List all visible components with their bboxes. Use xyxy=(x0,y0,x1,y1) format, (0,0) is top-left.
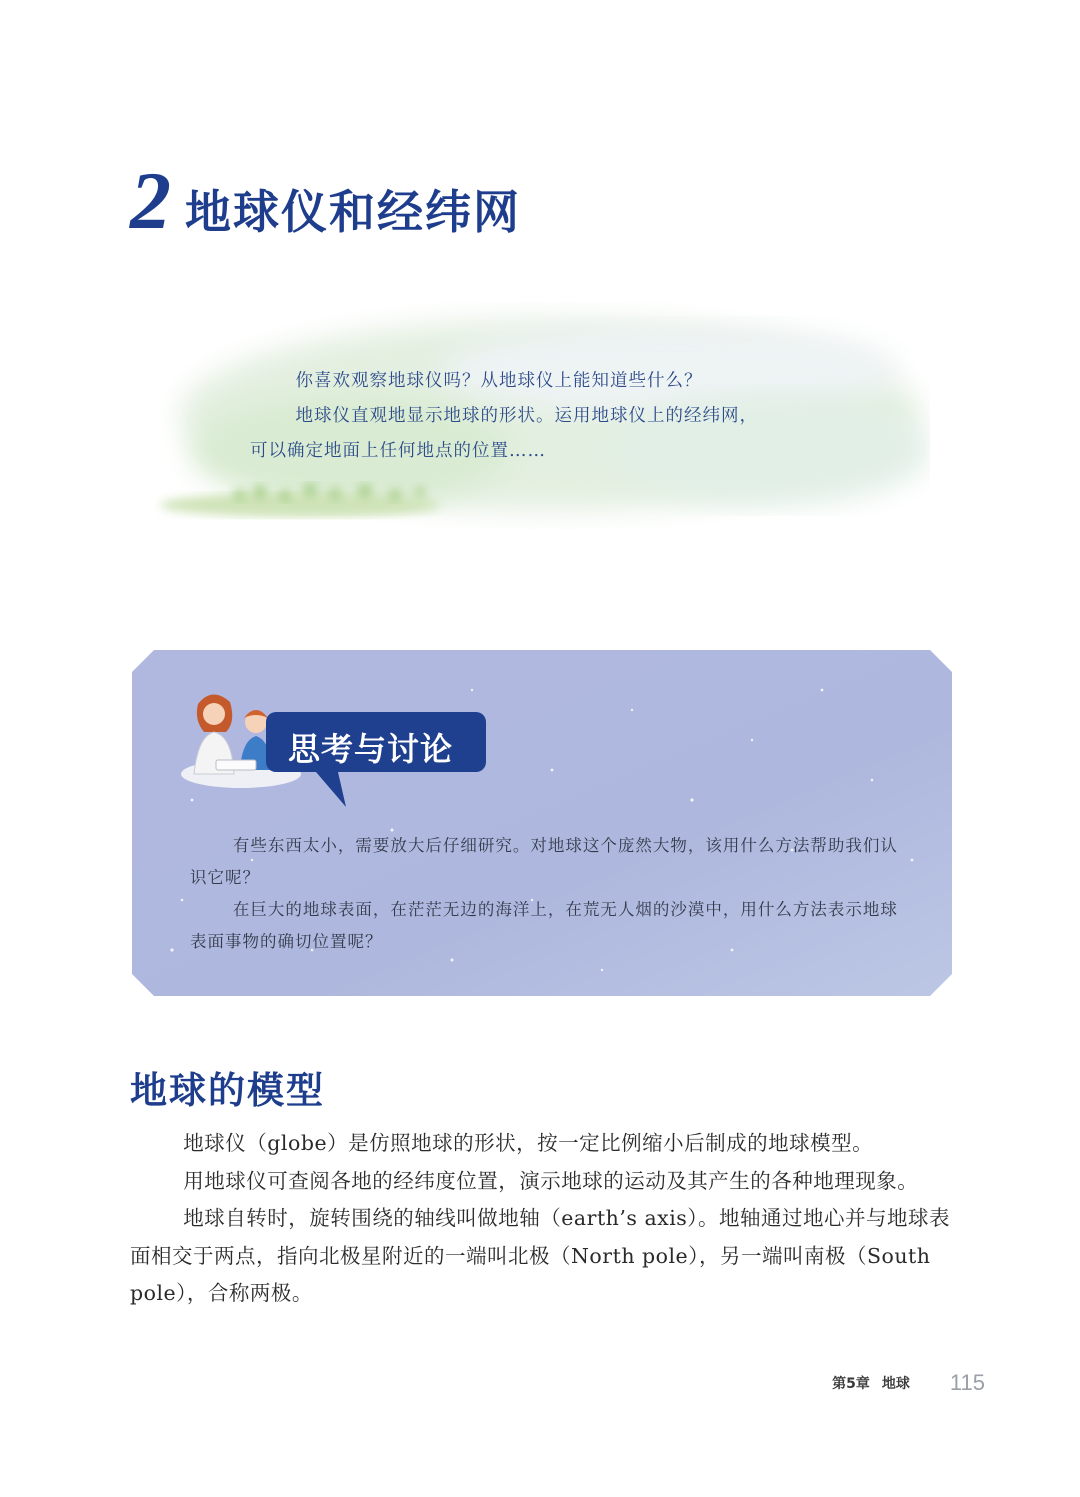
body-paragraph: 地球仪（globe）是仿照地球的形状，按一定比例缩小后制成的地球模型。 xyxy=(183,1131,874,1155)
intro-text xyxy=(250,364,890,469)
page-number: 115 xyxy=(949,1370,985,1395)
chapter-title xyxy=(130,155,521,246)
body-paragraph: 用地球仪可查阅各地的经纬度位置，演示地球的运动及其产生的各种地理现象。 xyxy=(183,1168,919,1193)
footer-chapter-title: 地球 xyxy=(881,1376,910,1392)
page-footer xyxy=(832,1370,985,1396)
section-body xyxy=(130,1125,955,1313)
intro-line: 地球仪直观地显示地球的形状。运用地球仪上的经纬网， xyxy=(295,406,758,426)
discussion-paragraph: 在巨大的地球表面，在茫茫无边的海洋上，在荒无人烟的沙漠中，用什么方法表示地球表面事物的确切位置呢？ xyxy=(190,900,898,951)
intro-line: 可以确定地面上任何地点的位置…… xyxy=(250,441,546,461)
intro-line: 你喜欢观察地球仪吗？从地球仪上能知道些什么？ xyxy=(295,371,703,391)
chapter-title-text: 地球仪和经纬网 xyxy=(185,185,521,239)
discussion-paragraph: 有些东西太小，需要放大后仔细研究。对地球这个庞然大物，该用什么方法帮助我们认识它呢？ xyxy=(190,836,898,887)
footer-chapter: 第5章 xyxy=(832,1376,870,1392)
chapter-number: 2 xyxy=(130,155,171,246)
discussion-text xyxy=(190,830,910,958)
body-paragraph: 地球自转时，旋转围绕的轴线叫做地轴（earth’s axis）。地轴通过地心并与地球表面相交于两点，指向北极星附近的一端叫北极（North pole），另一端叫南极（South pole），合称两极。 xyxy=(130,1206,951,1305)
section-heading: 地球的模型 xyxy=(130,1069,325,1112)
discussion-badge-label: 思考与讨论 xyxy=(288,730,454,768)
